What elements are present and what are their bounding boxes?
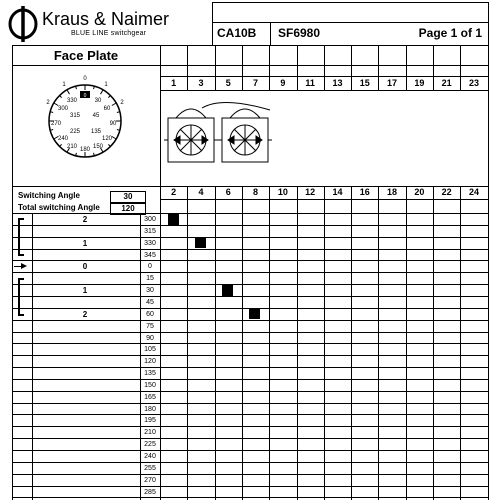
dial-angle-135: 135 (90, 129, 102, 135)
switching-angle-value: 30 (110, 191, 146, 203)
table-row-line (12, 426, 488, 427)
terminal-top-21: 21 (441, 78, 452, 88)
table-row-line (12, 296, 488, 297)
total-switching-angle-value: 120 (110, 203, 146, 215)
table-row-line (12, 320, 488, 321)
angle-label: 315 (144, 227, 156, 235)
switching-angle-label: Switching Angle (18, 191, 80, 200)
contact-closed (168, 214, 179, 225)
dial-outer-1-right: 1 (104, 82, 108, 88)
dial-angle-150: 150 (92, 144, 104, 150)
table-row-line (12, 403, 488, 404)
angle-label: 120 (144, 358, 156, 366)
zero-position-arrow-head (21, 263, 27, 269)
page-indicator: Page 1 of 1 (418, 26, 482, 40)
table-row-line (12, 249, 488, 250)
position-bracket (18, 218, 24, 220)
dial-outer-0: 0 (83, 76, 87, 82)
terminal-top-17: 17 (387, 78, 398, 88)
dial-angle-330: 330 (66, 98, 78, 104)
dial-zero-marker-label: 0 (83, 93, 87, 99)
table-row-line (12, 355, 488, 356)
angle-label: 15 (146, 275, 154, 283)
brand-tagline: BLUE LINE switchgear (71, 30, 147, 37)
angle-label: 90 (146, 334, 154, 342)
dial-angle-30: 30 (94, 98, 102, 104)
terminal-bottom-2: 2 (171, 187, 177, 197)
grid-line (488, 45, 489, 90)
dial-angle-120: 120 (101, 136, 113, 142)
terminal-bottom-6: 6 (225, 187, 231, 197)
dial-angle-315: 315 (69, 113, 81, 119)
angle-label: 345 (144, 251, 156, 259)
angle-label: 0 (148, 263, 152, 271)
terminal-bottom-24: 24 (468, 187, 479, 197)
contact-closed (222, 285, 233, 296)
terminal-bottom-16: 16 (359, 187, 370, 197)
position-label: 1 (82, 238, 88, 248)
dial-angle-210: 210 (66, 144, 78, 150)
grid-line (160, 90, 488, 91)
terminal-top-3: 3 (198, 78, 204, 88)
angle-label: 300 (144, 216, 156, 223)
table-row-line (12, 462, 488, 463)
dial-angle-180: 180 (79, 147, 91, 153)
drawing-number: SF6980 (278, 26, 321, 40)
contact-closed (249, 308, 260, 319)
table-row-line (12, 225, 488, 226)
faceplate-rule (12, 65, 488, 66)
terminal-top-19: 19 (414, 78, 425, 88)
angle-label: 180 (144, 405, 156, 413)
angle-label: 165 (144, 393, 156, 401)
terminal-bottom-20: 20 (414, 187, 425, 197)
angle-label: 270 (144, 476, 156, 484)
angle-label: 45 (146, 298, 154, 306)
angle-label: 195 (144, 417, 156, 425)
table-row-line (12, 332, 488, 333)
contact-closed (195, 237, 206, 248)
angle-label: 210 (144, 429, 156, 437)
angle-label: 330 (144, 239, 156, 247)
table-row-line (12, 497, 488, 498)
table-row-line (12, 438, 488, 439)
terminal-bottom-22: 22 (441, 187, 452, 197)
model-code: CA10B (217, 26, 257, 40)
angle-label: 240 (144, 453, 156, 460)
position-bracket (18, 278, 24, 280)
dial-outer-1-left: 1 (62, 82, 66, 88)
position-bracket (18, 278, 20, 314)
dial-outer-2-left: 2 (46, 100, 50, 106)
table-row-line (12, 379, 488, 380)
brand-name: Kraus & Naimer (42, 9, 170, 29)
position-label: 0 (82, 262, 88, 272)
dial-angle-90: 90 (109, 121, 117, 127)
terminal-top-9: 9 (280, 78, 286, 88)
angle-label: 75 (146, 322, 154, 330)
position-label: 1 (82, 286, 88, 296)
table-row-line (12, 450, 488, 451)
terminal-bottom-18: 18 (387, 187, 398, 197)
angle-label: 105 (144, 346, 156, 354)
table-row-line (12, 414, 488, 415)
header-divider (270, 22, 271, 46)
table-row-line (12, 391, 488, 392)
terminal-top-5: 5 (225, 78, 231, 88)
position-bracket (18, 314, 24, 316)
terminal-top-23: 23 (468, 78, 479, 88)
grid-line (32, 213, 33, 500)
header-border-mid (212, 22, 488, 23)
dial-angle-60: 60 (103, 106, 111, 112)
table-row-line (12, 486, 488, 487)
angle-label: 255 (144, 464, 156, 472)
terminal-top-13: 13 (332, 78, 343, 88)
terminal-bottom-14: 14 (332, 187, 343, 197)
angle-label: 150 (144, 381, 156, 389)
total-switching-angle-label: Total switching Angle (18, 203, 100, 212)
angle-label: 135 (144, 370, 156, 378)
table-row-line (12, 343, 488, 344)
header-border-top (212, 2, 488, 3)
header-border-bottom (12, 45, 488, 46)
terminal-top-15: 15 (359, 78, 370, 88)
terminal-bottom-12: 12 (305, 187, 316, 197)
position-label: 2 (82, 309, 88, 319)
angle-label: 225 (144, 441, 156, 449)
position-bracket (18, 254, 24, 256)
header-border-left (212, 2, 213, 46)
dial-angle-300: 300 (57, 106, 69, 112)
dial-angle-240: 240 (57, 136, 69, 142)
table-row-line (12, 474, 488, 475)
terminal-top-1: 1 (171, 78, 177, 88)
angle-label: 60 (146, 310, 154, 318)
table-row-line (12, 367, 488, 368)
dial-angle-270: 270 (50, 121, 62, 127)
position-bracket (18, 218, 20, 254)
dial-outer-2-right: 2 (120, 100, 124, 106)
face-plate-title: Face Plate (53, 48, 119, 63)
dial-angle-45: 45 (92, 113, 100, 119)
terminal-bottom-4: 4 (198, 187, 204, 197)
position-label: 2 (82, 215, 88, 224)
terminal-top-11: 11 (305, 78, 315, 88)
angle-label: 285 (144, 488, 156, 496)
angle-label: 30 (146, 287, 154, 295)
terminal-bottom-10: 10 (277, 187, 288, 197)
dial-angle-225: 225 (69, 129, 81, 135)
terminal-top-7: 7 (253, 78, 259, 88)
terminal-bottom-8: 8 (253, 187, 259, 197)
